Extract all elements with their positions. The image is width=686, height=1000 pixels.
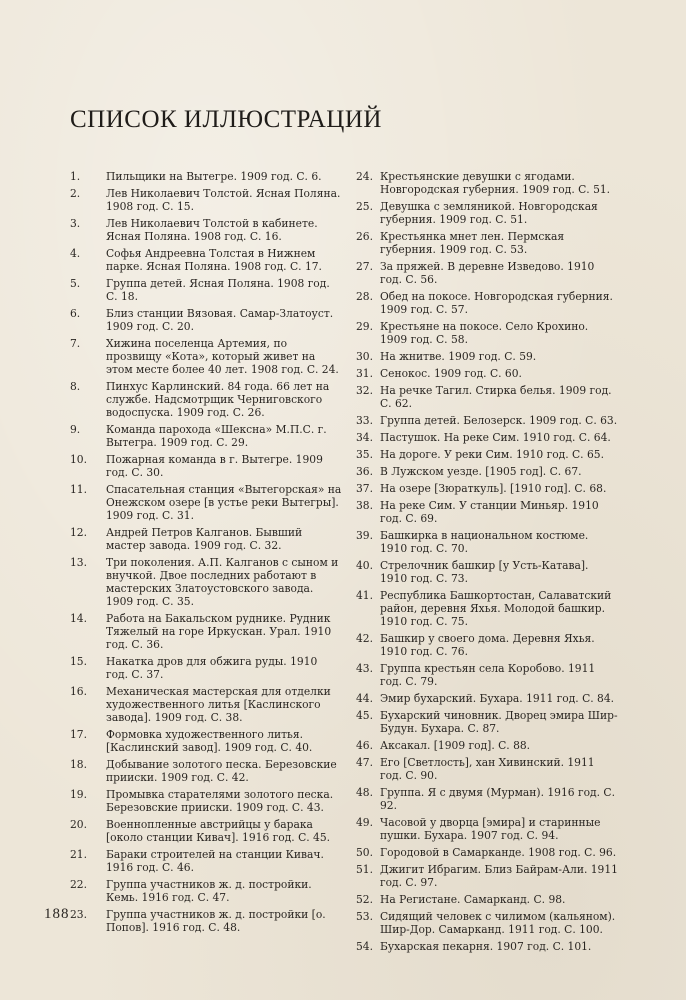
entry-caption: Пожарная команда в г. Вытегре. 1909 год. С. 30.: [106, 453, 323, 479]
entry-caption: Спасательная станция «Вытегорская» на Онежском озере [в устье реки Вытегры]. 1909 год. С. 31.: [106, 483, 342, 522]
page-title: СПИСОК ИЛЛЮСТРАЦИЙ: [70, 106, 382, 133]
entry-number: 20.: [70, 818, 87, 831]
illustration-entry: [70, 423, 342, 449]
entry-number: 12.: [70, 526, 87, 539]
illustration-entry: [70, 728, 342, 754]
entry-number: 53.: [356, 910, 373, 923]
entry-number: 33.: [356, 414, 373, 427]
entry-caption: Группа детей. Белозерск. 1909 год. С. 63.: [380, 414, 618, 427]
illustration-entry: [70, 217, 342, 243]
illustration-entry: [356, 170, 618, 196]
entry-number: 15.: [70, 655, 87, 668]
illustration-entry: [70, 483, 342, 522]
illustration-entry: [356, 529, 618, 555]
entry-caption: Работа на Бакальском руднике. Рудник Тяжелый на горе Иркускан. Урал. 1910 год. С. 36.: [106, 612, 332, 651]
entry-caption: Бухарская пекарня. 1907 год. С. 101.: [380, 940, 592, 953]
illustration-entry: [70, 380, 342, 419]
entry-number: 42.: [356, 632, 373, 645]
entry-number: 35.: [356, 448, 373, 461]
entry-caption: Софья Андреевна Толстая в Нижнем парке. Ясная Поляна. 1908 год. С. 17.: [106, 247, 322, 273]
entry-caption: Девушка с земляникой. Новгородская губерния. 1909 год. С. 51.: [380, 200, 598, 226]
illustrations-list-left-column: [70, 170, 342, 938]
illustration-entry: [356, 893, 618, 906]
entry-caption: Команда парохода «Шексна» М.П.С. г. Вытегра. 1909 год. С. 29.: [106, 423, 327, 449]
entry-caption: В Лужском уезде. [1905 год]. С. 67.: [380, 465, 582, 478]
illustration-entry: [70, 878, 342, 904]
entry-number: 31.: [356, 367, 373, 380]
illustration-entry: [356, 367, 618, 380]
entry-caption: На дороге. У реки Сим. 1910 год. С. 65.: [380, 448, 604, 461]
entry-number: 34.: [356, 431, 373, 444]
entry-number: 21.: [70, 848, 87, 861]
entry-number: 48.: [356, 786, 373, 799]
entry-caption: Группа участников ж. д. постройки. Кемь. 1916 год. С. 47.: [106, 878, 312, 904]
entry-caption: На жнитве. 1909 год. С. 59.: [380, 350, 537, 363]
illustration-entry: [70, 685, 342, 724]
illustration-entry: [356, 431, 618, 444]
entry-number: 50.: [356, 846, 373, 859]
entry-caption: Аксакал. [1909 год]. С. 88.: [380, 739, 531, 752]
illustration-entry: [70, 655, 342, 681]
entry-caption: Формовка художественного литья. [Каслинский завод]. 1909 год. С. 40.: [106, 728, 313, 754]
entry-number: 3.: [70, 217, 81, 230]
illustration-entry: [70, 337, 342, 376]
entry-caption: Пастушок. На реке Сим. 1910 год. С. 64.: [380, 431, 611, 444]
entry-number: 23.: [70, 908, 87, 921]
entry-number: 24.: [356, 170, 373, 183]
entry-caption: Городовой в Самарканде. 1908 год. С. 96.: [380, 846, 617, 859]
entry-caption: Башкир у своего дома. Деревня Яхья. 1910 год. С. 76.: [380, 632, 595, 658]
entry-number: 52.: [356, 893, 373, 906]
illustration-entry: [70, 277, 342, 303]
illustration-entry: [356, 692, 618, 705]
entry-caption: Промывка старателями золотого песка. Березовские прииски. 1909 год. С. 43.: [106, 788, 334, 814]
illustration-entry: [356, 816, 618, 842]
entry-number: 5.: [70, 277, 81, 290]
entry-caption: Группа. Я с двумя (Мурман). 1916 год. С. 92.: [380, 786, 615, 812]
entry-caption: Близ станции Вязовая. Самар-Златоуст. 1909 год. С. 20.: [106, 307, 334, 333]
entry-number: 46.: [356, 739, 373, 752]
entry-number: 29.: [356, 320, 373, 333]
entry-number: 28.: [356, 290, 373, 303]
illustration-entry: [356, 863, 618, 889]
entry-number: 17.: [70, 728, 87, 741]
entry-number: 13.: [70, 556, 87, 569]
illustration-entry: [356, 482, 618, 495]
illustration-entry: [356, 350, 618, 363]
entry-number: 11.: [70, 483, 87, 496]
entry-caption: Накатка дров для обжига руды. 1910 год. С. 37.: [106, 655, 318, 681]
entry-caption: Лев Николаевич Толстой. Ясная Поляна. 1908 год. С. 15.: [106, 187, 341, 213]
entry-number: 25.: [356, 200, 373, 213]
entry-caption: Лев Николаевич Толстой в кабинете. Ясная Поляна. 1908 год. С. 16.: [106, 217, 318, 243]
illustration-entry: [356, 260, 618, 286]
illustration-entry: [356, 230, 618, 256]
entry-number: 32.: [356, 384, 373, 397]
entry-caption: Башкирка в национальном костюме. 1910 год. С. 70.: [380, 529, 589, 555]
page-number: 188: [44, 906, 70, 922]
illustration-entry: [70, 612, 342, 651]
entry-number: 37.: [356, 482, 373, 495]
entry-number: 41.: [356, 589, 373, 602]
entry-number: 1.: [70, 170, 81, 183]
illustration-entry: [356, 499, 618, 525]
entry-number: 43.: [356, 662, 373, 675]
illustration-entry: [356, 940, 618, 953]
entry-number: 26.: [356, 230, 373, 243]
entry-caption: Три поколения. А.П. Калганов с сыном и внучкой. Двое последних работают в мастерских Златоустовского завода. 1909 год. С. 35.: [106, 556, 339, 608]
entry-number: 4.: [70, 247, 81, 260]
illustration-entry: [70, 526, 342, 552]
entry-caption: Джигит Ибрагим. Близ Байрам-Али. 1911 год. С. 97.: [380, 863, 618, 889]
entry-caption: Андрей Петров Калганов. Бывший мастер завода. 1909 год. С. 32.: [106, 526, 303, 552]
entry-number: 10.: [70, 453, 87, 466]
entry-number: 19.: [70, 788, 87, 801]
entry-number: 51.: [356, 863, 373, 876]
entry-caption: На реке Сим. У станции Миньяр. 1910 год. С. 69.: [380, 499, 599, 525]
entry-caption: Бараки строителей на станции Кивач. 1916 год. С. 46.: [106, 848, 324, 874]
entry-number: 18.: [70, 758, 87, 771]
entry-number: 8.: [70, 380, 81, 393]
illustration-entry: [356, 448, 618, 461]
entry-number: 36.: [356, 465, 373, 478]
entry-caption: Добывание золотого песка. Березовские прииски. 1909 год. С. 42.: [106, 758, 337, 784]
entry-caption: Обед на покосе. Новгородская губерния. 1909 год. С. 57.: [380, 290, 613, 316]
entry-number: 40.: [356, 559, 373, 572]
entry-caption: Часовой у дворца [эмира] и старинные пушки. Бухара. 1907 год. С. 94.: [380, 816, 601, 842]
entry-caption: Крестьянка мнет лен. Пермская губерния. 1909 год. С. 53.: [380, 230, 565, 256]
illustration-entry: [356, 739, 618, 752]
entry-number: 49.: [356, 816, 373, 829]
entry-number: 22.: [70, 878, 87, 891]
entry-caption: Его [Светлость], хан Хивинский. 1911 год. С. 90.: [380, 756, 595, 782]
entry-caption: Крестьянские девушки с ягодами. Новгородская губерния. 1909 год. С. 51.: [380, 170, 611, 196]
entry-number: 47.: [356, 756, 373, 769]
illustration-entry: [356, 559, 618, 585]
illustration-entry: [356, 465, 618, 478]
entry-number: 27.: [356, 260, 373, 273]
illustration-entry: [356, 709, 618, 735]
entry-caption: Сидящий человек с чилимом (кальяном). Шир-Дор. Самарканд. 1911 год. С. 100.: [380, 910, 616, 936]
entry-number: 38.: [356, 499, 373, 512]
entry-caption: Республика Башкортостан, Салаватский район, деревня Яхья. Молодой башкир. 1910 год. С. 75.: [380, 589, 612, 628]
entry-caption: На Регистане. Самарканд. С. 98.: [380, 893, 566, 906]
illustration-entry: [356, 632, 618, 658]
illustration-entry: [70, 247, 342, 273]
entry-number: 45.: [356, 709, 373, 722]
entry-caption: Механическая мастерская для отделки художественного литья [Каслинского завода]. 1909 год. С. 38.: [106, 685, 331, 724]
entry-caption: Бухарский чиновник. Дворец эмира Шир-Будун. Бухара. С. 87.: [380, 709, 618, 735]
entry-number: 6.: [70, 307, 81, 320]
entry-caption: Эмир бухарский. Бухара. 1911 год. С. 84.: [380, 692, 615, 705]
entry-caption: За пряжей. В деревне Изведово. 1910 год. С. 56.: [380, 260, 595, 286]
entry-caption: Стрелочник башкир [у Усть-Катава]. 1910 год. С. 73.: [380, 559, 589, 585]
entry-caption: Группа участников ж. д. постройки [о. Попов]. 1916 год. С. 48.: [106, 908, 326, 934]
entry-number: 16.: [70, 685, 87, 698]
entry-caption: Военнопленные австрийцы у барака [около станции Кивач]. 1916 год. С. 45.: [106, 818, 331, 844]
illustration-entry: [70, 758, 342, 784]
entry-number: 54.: [356, 940, 373, 953]
entry-caption: На речке Тагил. Стирка белья. 1909 год. С. 62.: [380, 384, 612, 410]
entry-number: 2.: [70, 187, 81, 200]
illustration-entry: [356, 786, 618, 812]
illustration-entry: [70, 453, 342, 479]
illustration-entry: [70, 556, 342, 608]
illustration-entry: [70, 908, 342, 934]
entry-caption: Сенокос. 1909 год. С. 60.: [380, 367, 522, 380]
entry-caption: На озере [Зюраткуль]. [1910 год]. С. 68.: [380, 482, 607, 495]
illustration-entry: [356, 414, 618, 427]
illustration-entry: [70, 788, 342, 814]
illustration-entry: [356, 384, 618, 410]
illustration-entry: [70, 187, 342, 213]
entry-caption: Группа крестьян села Коробово. 1911 год. С. 79.: [380, 662, 596, 688]
entry-number: 14.: [70, 612, 87, 625]
entry-caption: Хижина поселенца Артемия, по прозвищу «Кота», который живет на этом месте более 40 лет. 1908 год. С. 24.: [106, 337, 339, 376]
illustration-entry: [70, 848, 342, 874]
illustration-entry: [70, 307, 342, 333]
entry-number: 30.: [356, 350, 373, 363]
entry-caption: Крестьяне на покосе. Село Крохино. 1909 год. С. 58.: [380, 320, 589, 346]
illustration-entry: [356, 290, 618, 316]
entry-number: 39.: [356, 529, 373, 542]
entry-caption: Пильщики на Вытегре. 1909 год. С. 6.: [106, 170, 322, 183]
illustration-entry: [356, 910, 618, 936]
entry-number: 7.: [70, 337, 81, 350]
entry-number: 9.: [70, 423, 81, 436]
illustration-entry: [356, 200, 618, 226]
illustration-entry: [356, 846, 618, 859]
entry-number: 44.: [356, 692, 373, 705]
illustration-entry: [70, 170, 342, 183]
illustration-entry: [356, 320, 618, 346]
illustration-entry: [356, 756, 618, 782]
illustrations-list-right-column: [356, 170, 618, 957]
entry-caption: Пинхус Карлинский. 84 года. 66 лет на службе. Надсмотрщик Черниговского водоспуска. 1909 год. С. 26.: [106, 380, 330, 419]
illustration-entry: [356, 662, 618, 688]
illustration-entry: [356, 589, 618, 628]
entry-caption: Группа детей. Ясная Поляна. 1908 год. С. 18.: [106, 277, 330, 303]
illustration-entry: [70, 818, 342, 844]
